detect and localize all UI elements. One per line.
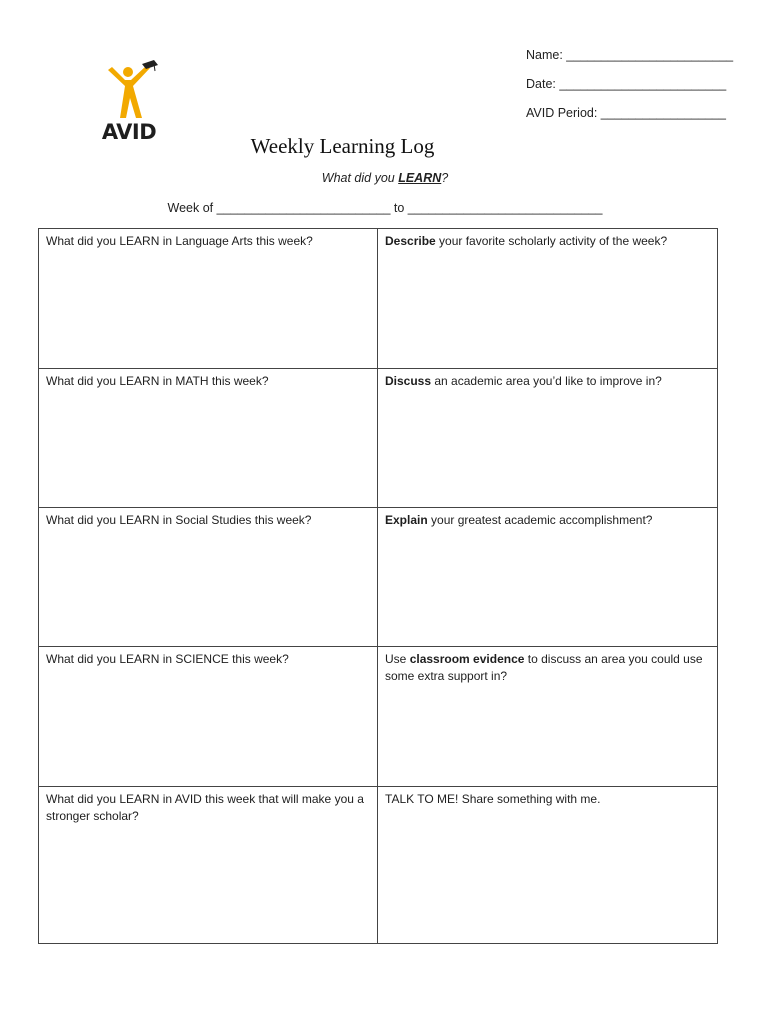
prompt-social-studies: What did you LEARN in Social Studies this week?	[46, 513, 312, 527]
week-of-field[interactable]: Week of _________________________ to ____________________________	[167, 201, 603, 215]
subtitle-emphasis: LEARN	[398, 171, 442, 185]
avid-logo-text: AVID	[101, 120, 157, 144]
prompt-keyword: Describe	[385, 234, 436, 248]
prompt-talk-to-me: TALK TO ME! Share something with me.	[385, 792, 601, 806]
learning-log-grid	[38, 228, 718, 944]
prompt-improve-area: an academic area you’d like to improve in?	[431, 374, 662, 388]
subtitle-suffix: ?	[441, 171, 449, 185]
prompt-math: What did you LEARN in MATH this week?	[46, 374, 269, 388]
log-cell-avid[interactable]	[39, 787, 378, 943]
prompt-prefix: Use	[385, 652, 410, 666]
log-cell-social-studies[interactable]	[39, 508, 378, 647]
prompt-scholarly-activity: your favorite scholarly activity of the week?	[435, 234, 668, 248]
prompt-science: What did you LEARN in SCIENCE this week?	[46, 652, 289, 666]
date-field[interactable]: Date: ________________________	[526, 77, 727, 91]
log-cell-language-arts[interactable]	[39, 229, 378, 369]
log-cell-math[interactable]	[39, 369, 378, 508]
subtitle-prefix: What did you	[321, 171, 399, 185]
prompt-accomplishment: your greatest academic accomplishment?	[427, 513, 653, 527]
page-title: Weekly Learning Log	[250, 134, 435, 158]
log-cell-extra-support[interactable]	[378, 647, 718, 787]
log-cell-talk-to-me[interactable]	[378, 787, 718, 943]
avid-period-field[interactable]: AVID Period: __________________	[526, 106, 726, 120]
log-cell-scholarly-activity[interactable]	[378, 229, 718, 369]
prompt-extra-support: to discuss an area you could use some extra support in?	[385, 652, 703, 683]
avid-figure-icon	[98, 60, 160, 122]
log-cell-improve-area[interactable]	[378, 369, 718, 508]
prompt-language-arts: What did you LEARN in Language Arts this week?	[46, 234, 313, 248]
page-subtitle	[0, 171, 770, 185]
log-cell-accomplishment[interactable]	[378, 508, 718, 647]
prompt-avid: What did you LEARN in AVID this week that will make you a stronger scholar?	[46, 792, 364, 823]
log-cell-science[interactable]	[39, 647, 378, 787]
prompt-keyword: classroom evidence	[409, 652, 525, 666]
prompt-keyword: Discuss	[385, 374, 432, 388]
prompt-keyword: Explain	[385, 513, 428, 527]
name-field[interactable]: Name: ________________________	[526, 48, 734, 62]
